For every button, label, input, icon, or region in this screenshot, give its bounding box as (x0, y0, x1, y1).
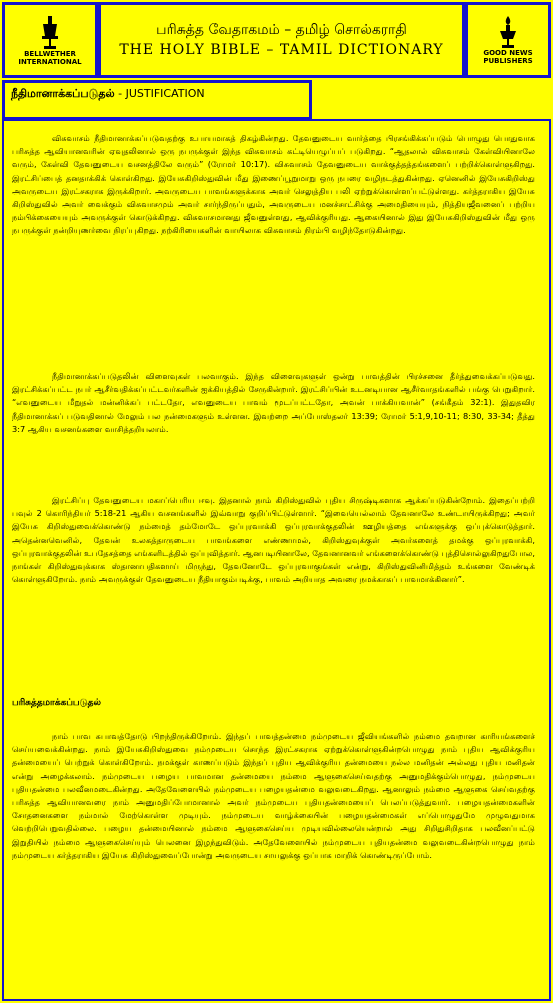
heading-tamil: நீதிமானாக்கப்படுதல் (11, 87, 115, 100)
paragraph-new-creation: இரட்சிப்பு தேவனுடைய மகாப்பெரிய ஈவு. இதனால் நாம் கிறிஸ்துவில் புதிய சிருஷ்டிகளாக ஆக்கப்படுகின்றோம். இதைப்பற்றி பவுல் 2 கொரிந்தியர் 5:18-21 ஆகிய வசனங்களில் இவ்வாறு குறிப்பிட்டுள்ளார். “இவையெல்லாம் தேவனாலே உண்டாயிருக்கிறது; அவர் இயேசு கிறிஸ்துவைக்கொண்டு நம்மைத் தம்மோடே ஒப்புரவாக்கி ஒப்புரவாக்குதலின் ஊழியத்தை எங்களுக்கு ஒப்புக்கொடுத்தார். அதென்னவெனில், தேவன் உலகத்தாருடைய பாவங்களை எண்ணாமல், கிறிஸ்துவுக்குள் அவர்களைத் தமக்கு ஒப்புரவாக்கி, ஒப்புரவாக்குதலின் உபதேசத்தை எங்களிடத்தில் ஒப்புவித்தார். ஆனபடியினாலே, தேவனானவர் எங்களைக்கொண்டு புத்திசொல்லுகிறதுபோல, நாங்கள் கிறிஸ்துவுக்காக ஸ்தானாபதிகளாய் மிருந்து, தேவனோடே ஒப்புரவாகுங்கள் என்று, கிறிஸ்துவினிமித்தம் உங்களை வேண்டிக் கொள்ளுகிறோம். நாம் அவருக்குள் தேவனுடைய நீதியாகும்படிக்கு, பாவம் அறியாத அவரை நமக்காகப் பாவமாக்கினார்”. (12, 495, 535, 585)
right-logo-line1: GOOD NEWS (483, 49, 533, 57)
heading-english: - JUSTIFICATION (114, 87, 205, 100)
lamp-icon (497, 15, 519, 49)
good-news-logo (465, 2, 551, 78)
subheading-sanctification: பரிசுத்தமாக்கப்படுதல் (12, 698, 101, 708)
left-logo-line1: BELLWETHER (24, 50, 76, 58)
dictionary-title-box (98, 2, 465, 78)
paragraph-effects: நீதிமானாக்கப்படுதலின் விளைவுகள் பலவாகும். இந்த விளைவுகளுள் ஒன்று பாவத்தின் பிரச்சனை தீர்த்துவைக்கப்படுவது. இரட்சிக்கப்பட்ட நபர் ஆசீர்வதிக்கப்பட்டவர்களின் ஐக்கியத்தில் சேருகின்றார். இரட்சிப்பின் உடனடியான ஆசீர்வாதங்களில் பங்கு பெறுகிறார். “எவனுடைய மீறுதல் மன்னிக்கப் பட்டதோ, எவனுடைய பாவம் மூடப்பட்டதோ, அவன் பாக்கியவான்” (சங்கீதம் 32:1). இதுதவிர நீதிமானாக்கப் படுவதினால் மேலும் பல நன்மைகளும் உள்ளன. இவற்றை அப்போஸ்தலர் 13:39; ரோமர் 5:1,9,10-11; 8:30, 33-34; தீத்து 3:7 ஆகிய வசனங்களை வாசித்தறியலாம். (12, 371, 535, 434)
paragraph-sanctification: நாம் பாவ சுபாவத்தோடு பிறந்திருக்கிறோம். இந்தப் பாவத்தன்மை நம்முடைய ஜீவியங்களில் நம்மை தவறான காரியங்களைச் செய்யவைக்கின்றது. நாம் இயேசுகிறிஸ்துவை நம்முடைய சொந்த இரட்சகராக ஏற்றுக்கொள்ளுகின்றபொழுது நாம் புதிய ஆவிக்குரிய தன்மையைப் பெற்றுக் கொள்கிறோம். நமக்குள் காணப்படும் இந்தப் புதிய ஆவிக்குரிய தன்மையை நல்ல மனிதன் அல்லது புதிய மனிதன் என்று அழைக்கலாம். நம்முடைய பழைய பாவமான தன்மையை நம்மை ஆளுகைசெய்வதற்கு அனுமதிக்கும்பொழுது, நம்முடைய புதியதன்மை பலவீனமடைகின்றது. அதேவேளையில் நம்முடைய பழையதன்மை வலுவடைகிறது. ஆனாலும் நம்மை ஆளுகை செய்வதற்கு பரிசுத்த ஆவியானவரை நாம் அனுமதிப்போமானால் அவர் நம்முடைய புதியதன்மையைப் பெலப்படுத்துவார். பழையதன்மைகளின் சோதனைகளை நம்மால் மேற்கொள்ள முடியும். நம்முடைய வாழ்க்கையின் பழையதன்மைகள் எப்பொழுதுமே முழுவதுமாக வெற்றிபெறுவதில்லை. பழைய தன்மையினால் நம்மை ஆளுகைசெய்ய முடியவில்லையென்றால் அது சிறிதுசிறிதாக பலவீனப்பட்டு இறுதியில் நம்மை ஆளுகைசெய்யும் பெலனை இழந்துவிடும். அதேவேளையில் நம்முடைய புதியதன்மை வலுவடைகின்றபொழுது நாம் நம்முடைய கர்த்தராகிய இயேசு கிறிஸ்துவைப்போன்று அவருடைய சாயலுக்கு ஒப்பாக மாறிக் கொண்டிருப்போம். (12, 731, 535, 860)
left-logo-line2: INTERNATIONAL (18, 58, 82, 66)
bellwether-logo (2, 2, 98, 78)
title-english: THE HOLY BIBLE – TAMIL DICTIONARY (119, 42, 444, 58)
title-tamil: பரிசுத்த வேதாகமம் – தமிழ் சொல்கராதி (156, 22, 407, 38)
paragraph-faith: விசுவாசம் நீதிமானாக்கப்படுவதற்கு உபாயமாகத் திகழ்கின்றது. தேவனுடைய வார்த்தை பிரசங்கிக்கப்படும் பொழுது பொதுவாக பரிசுத்த ஆவியானவரின் ஏவுதலினால் ஒரு நபருக்குள் இந்த விசுவாசம் கட்டியெழுப்பப் படுகிறது. “ஆதலால் விசுவாசம் கேள்வியினாலே வரும், கேள்வி தேவனுடைய வசனத்திலே வரும்” (ரோமர் 10:17). விசுவாசம் தேவனுடைய வாக்குத்தத்தங்களைப் பற்றிக்கொள்ளுகிறது. இரட்சிப்பைத் தனதாக்கிக் கொள்கிறது. இயேசுகிறிஸ்துவின் மீது இணைப்பூறுமாறு ஒரு நபரை வழிநடத்துகின்றது. ஏனெனில் இயேசுகிறிஸ்து அவருடைய இரட்சகராக இருக்கிறார். அவருடைய பாவங்களுக்காக அவர் செலுத்திய பலி ஏற்றுக்கொள்ளப்பட்டுள்ளது. கர்த்தராகிய இயேசு கிறிஸ்துவில் அவர் வைக்கும் விசுவாசமும் அவர் சார்ந்திருப்பதும், அவருடைய மனச்சாட்சிக்கு அமைதியையும், நித்தியஜீவனைப் பற்றிய நம்பிக்கையையும் அவருக்குள் கொடுக்கிறது. விசுவாசமானது ஜீவனுள்ளது, ஆவிக்குரியது. ஆகையினால் இது இயேசுகிறிஸ்துவின் மீது ஒரு நபருக்குள் நன்றியுணர்வை நிரப்புகிறது. நற்கிரியைகளின் வாயிலாக விசுவாசம் நிரம்பி வழிந்தோடுகின்றது. (12, 133, 535, 236)
bell-lamp-icon (37, 14, 63, 50)
entry-heading (2, 80, 312, 120)
right-logo-line2: PUBLISHERS (483, 57, 533, 65)
